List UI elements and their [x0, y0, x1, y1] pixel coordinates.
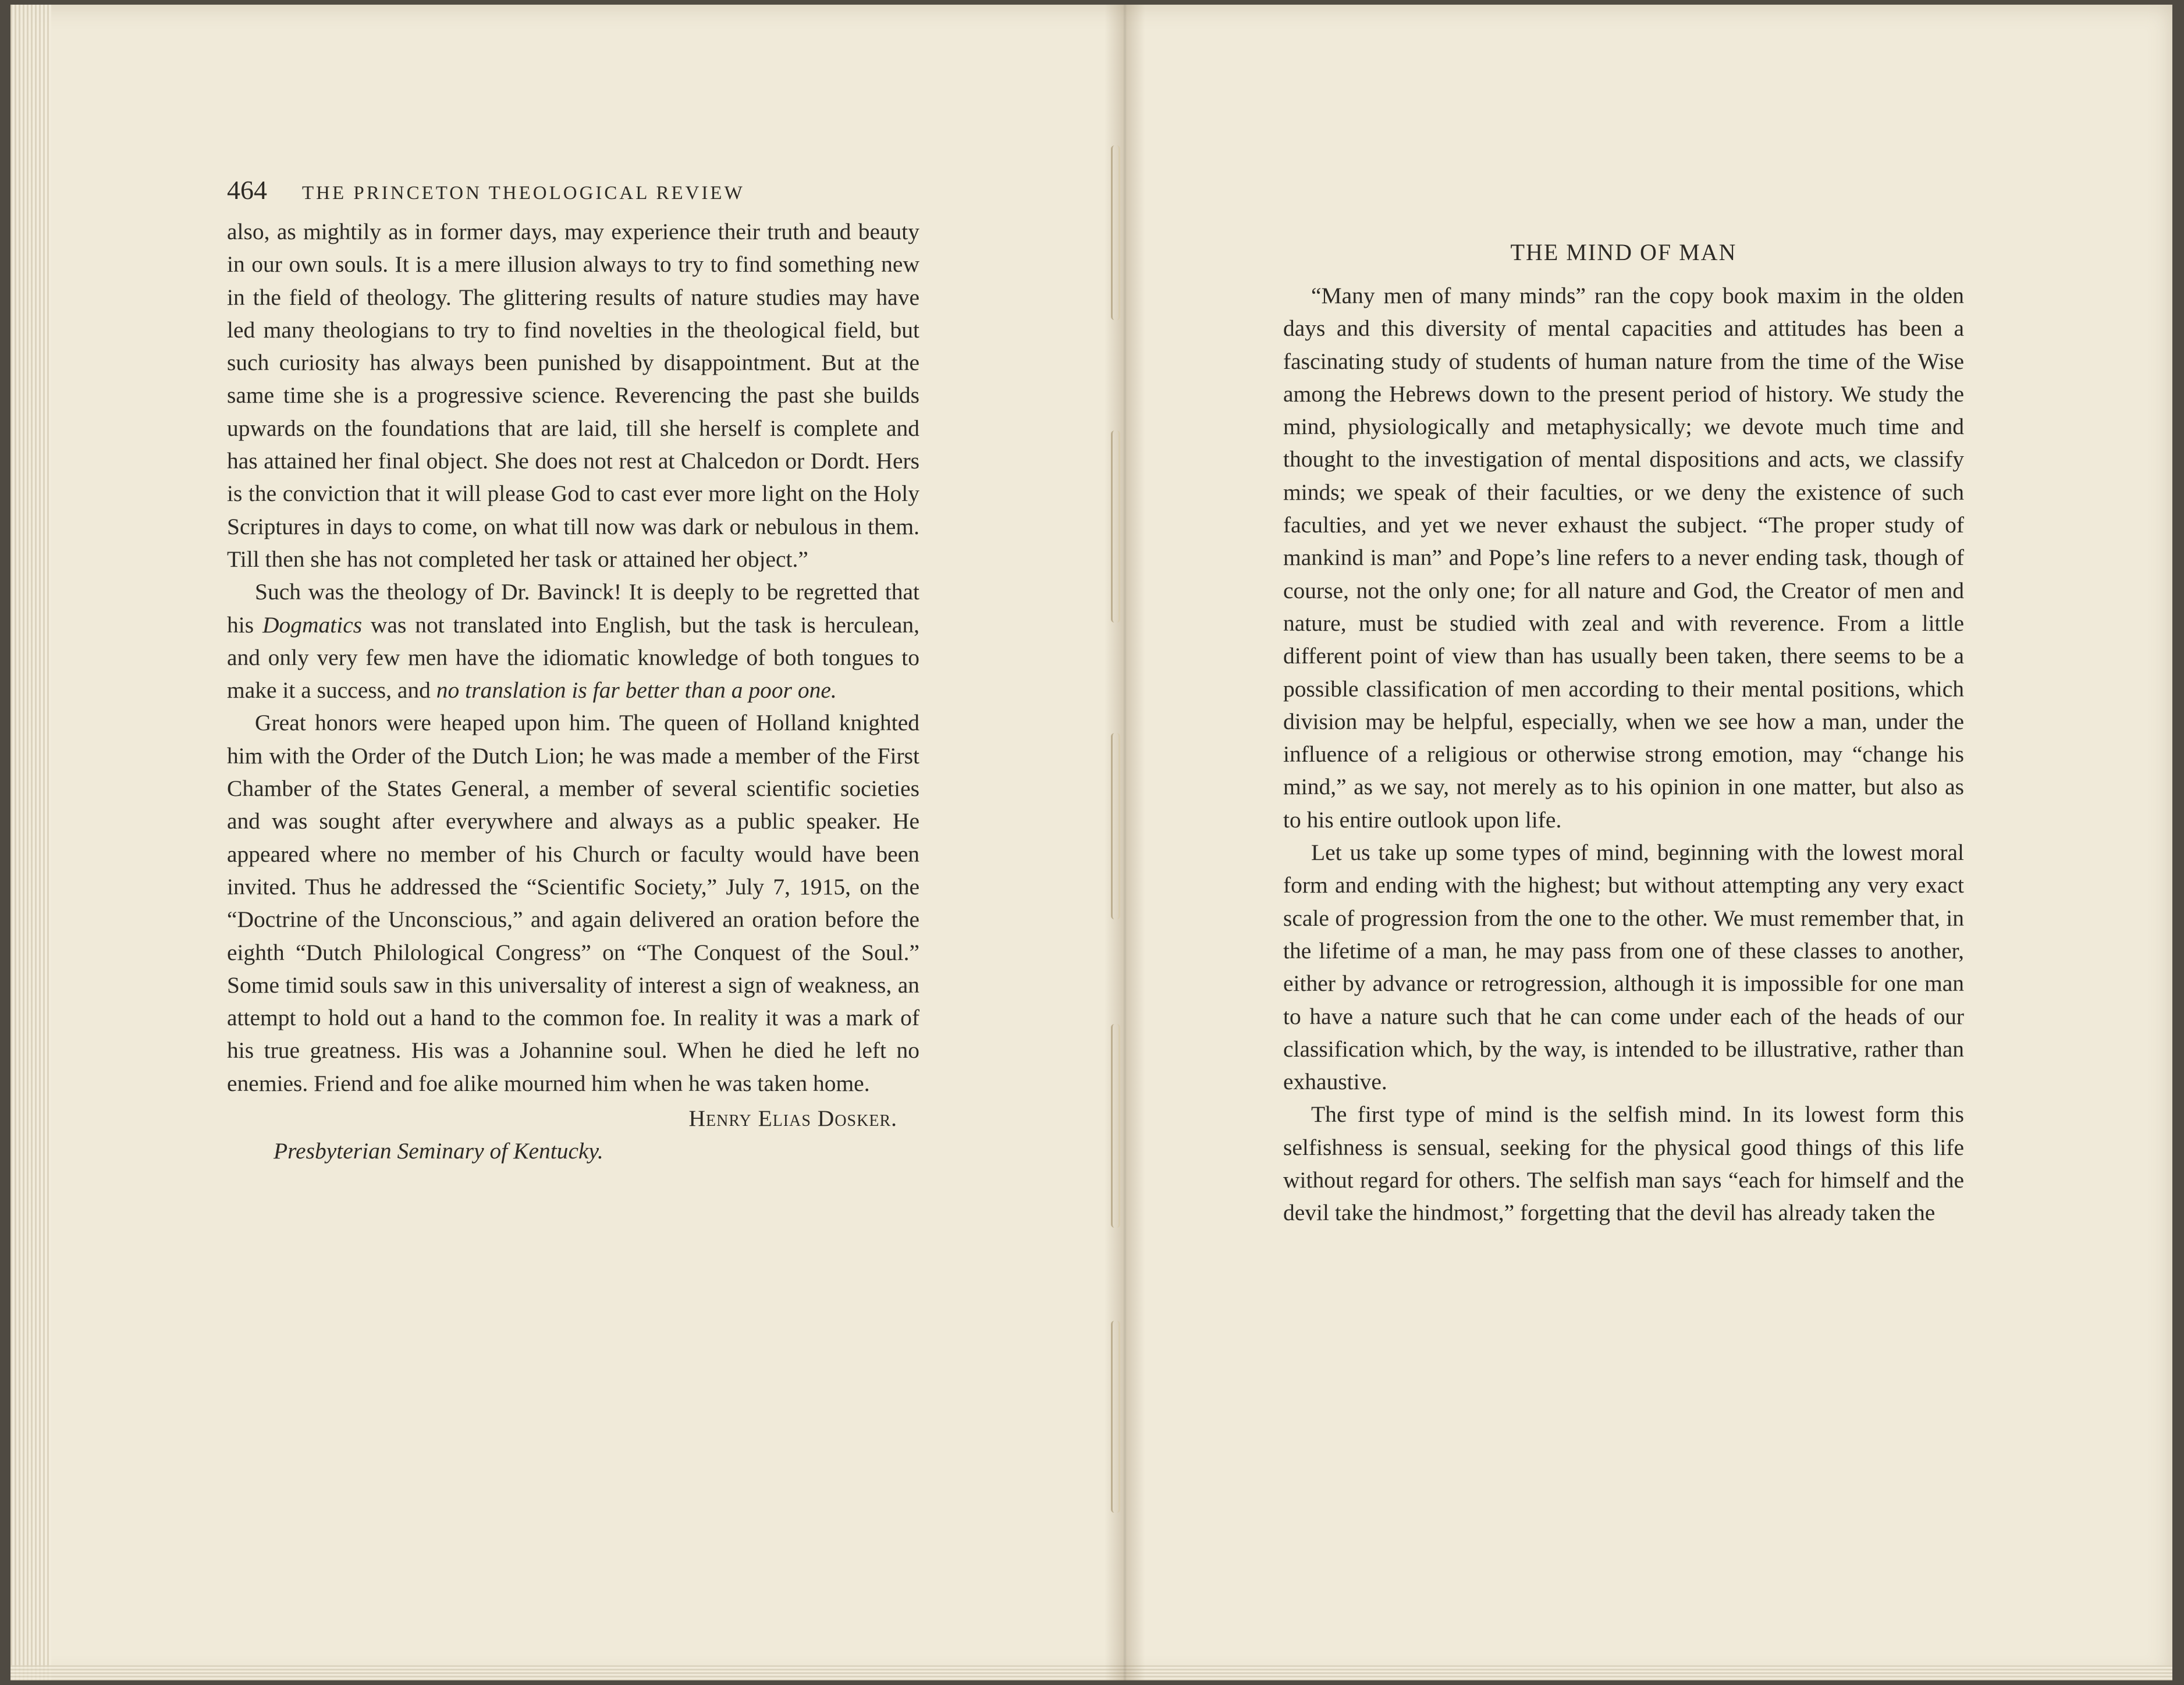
left-page [227, 175, 919, 1167]
text-run: Such was the theology of Dr. Bavinck! It is deeply to be regretted that his [227, 579, 919, 638]
text-run: also, as mightily as in former days, may experience their truth and beauty in our own souls. It is a mere illusion always to try to find something new in the field of theology. The glittering results of nature studies may have led many theologians to try to find novelties in the theological field, but such curiosity has always been punished by disappointment. But at the same time she is a progressive science. Reverencing the past she builds upwards on the foundations that are laid, till she herself is complete and has attained her final object. She does not rest at Chalcedon or Dordt. Hers is the conviction that it will please God to cast ever more light on the Holy Scriptures in days to come, on what till now was dark or nebulous in them. Till then she has not completed her task or attained her object.” [227, 219, 919, 572]
body-paragraph [1283, 836, 1964, 1098]
page-number: 464 [227, 175, 267, 205]
text-run: was not translated into English, but the task is herculean, and only very few men have the idiomatic knowledge of both tongues to make it a success, and [227, 612, 919, 703]
running-head [227, 175, 919, 215]
binding-stitch [1111, 1024, 1120, 1228]
author-signature: Henry Elias Dosker. [688, 1105, 897, 1132]
page-edges-left [10, 5, 51, 1680]
italic-text: no translation is far better than a poor one. [436, 677, 837, 703]
text-run: The first type of mind is the selfish mind. In its lowest form this selfishness is sensual, seeking for the physical good things of this life without regard for others. The selfish man says “each for himself and the devil take the hindmost,” forgetting that the devil has already taken the [1283, 1101, 1964, 1226]
body-paragraph [227, 575, 919, 706]
body-paragraph [1283, 279, 1964, 836]
author-affiliation: Presbyterian Seminary of Kentucky. [274, 1138, 603, 1164]
text-run: Let us take up some types of mind, beginning with the lowest moral form and ending with the highest; but without attempting any very exact scale of progression from the one to the other. We must remember that, in the lifetime of a man, he may pass from one of these classes to another, either by advance or retrogression, although it is impossible for one man to have a nature such that he can come under each of the heads of our classification which, by the way, is intended to be illustrative, rather than exhaustive. [1283, 840, 1964, 1095]
right-page [1283, 233, 1964, 1229]
page-edges-bottom [10, 1665, 2172, 1680]
text-run: “Many men of many minds” ran the copy book maxim in the olden days and this diversity of mental capacities and attitudes has been a fascinating study of students of human nature from the time of the Wise among the Hebrews down to the present period of history. We study the mind, physiologically and metaphysically; we devote much time and thought to the investigation of mental dispositions and acts, we classify minds; we speak of their faculties, or we deny the existence of such faculties, and yet we never exhaust the subject. “The proper study of mankind is man” and Pope’s line refers to a never ending task, though of course, not the only one; for all nature and God, the Creator of men and nature, must be studied with zeal and with reverence. From a little different point of view than has usually been taken, there seems to be a possible classification of men according to their mental positions, which division may be helpful, especially, when we see how a man, under the influence of a religious or otherwise strong emotion, may “change his mind,” as we say, not merely as to his opinion in one matter, but also as to his entire outlook upon life. [1283, 283, 1964, 833]
binding-stitch [1111, 733, 1120, 919]
body-paragraph [227, 215, 919, 575]
journal-title: THE PRINCETON THEOLOGICAL REVIEW [302, 183, 745, 204]
body-paragraph [1283, 1098, 1964, 1229]
binding-stitch [1111, 1321, 1120, 1513]
text-run: Great honors were heaped upon him. The queen of Holland knighted him with the Order of the Dutch Lion; he was made a member of the First Chamber of the States General, a member of several scientific societies and was sought after everywhere and always as a public speaker. He appeared where no member of his Church or faculty would have been invited. Thus he addressed the “Scientific Society,” July 7, 1915, on the “Doctrine of the Unconscious,” and again delivered an oration before the eighth “Dutch Philological Congress” on “The Conquest of the Soul.” Some timid souls saw in this universality of interest a sign of weakness, an attempt to hold out a hand to the common foe. In reality it was a mark of his true greatness. His was a Johannine soul. When he died he left no enemies. Friend and foe alike mourned him when he was taken home. [227, 710, 919, 1096]
body-paragraph [227, 706, 919, 1100]
right-page-body [1283, 279, 1964, 1229]
left-page-body [227, 215, 919, 1100]
article-title: THE MIND OF MAN [1510, 239, 1737, 265]
binding-stitch [1111, 431, 1120, 623]
binding-stitch [1111, 145, 1120, 320]
italic-text: Dogmatics [262, 612, 363, 638]
